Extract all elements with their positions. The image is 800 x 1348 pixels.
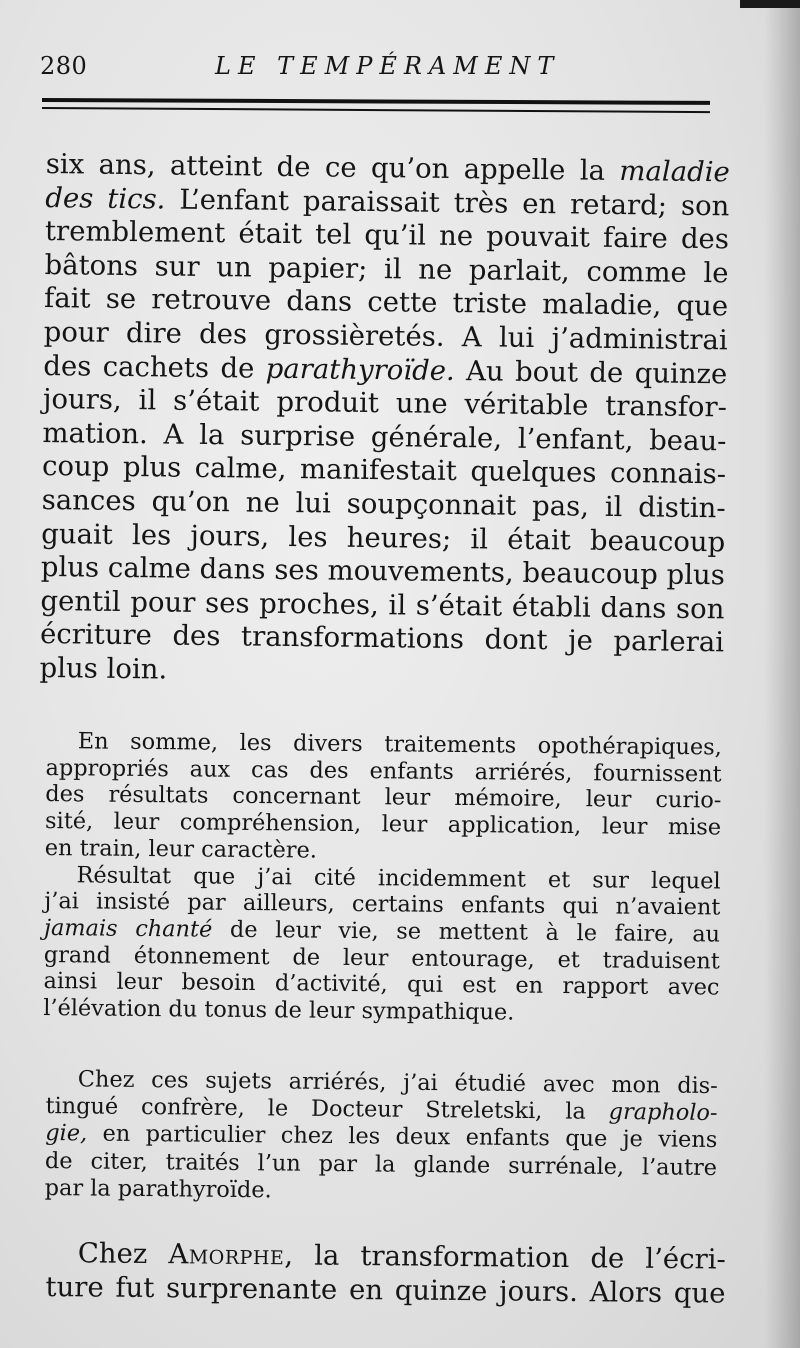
text-line: plus calme dans ses mouvements, beaucoup plus	[40, 551, 726, 592]
text-line: l’élévation du tonus de leur sympathique.	[43, 995, 515, 1026]
italic-term: grapholo-	[608, 1099, 718, 1127]
italic-term: jamais chanté	[43, 914, 213, 943]
text-line: mation. A la surprise générale, l’enfant, beau-	[42, 416, 727, 458]
page-number: 280	[40, 52, 88, 80]
page-gutter-shadow	[764, 0, 800, 1348]
text-line: plus loin.	[39, 651, 168, 686]
text-line: sances qu’on ne lui soupçonnait pas, il distin-	[41, 483, 726, 525]
paragraph-2	[43, 728, 722, 1028]
italic-term: gie,	[45, 1120, 88, 1147]
text-run: tingué confrère, le Docteur Streletski, la	[45, 1093, 609, 1126]
paragraph-3	[45, 1066, 718, 1209]
paragraph-1	[39, 148, 730, 694]
text-run: Chez	[77, 1237, 169, 1271]
running-title: LE TEMPÉRAMENT	[215, 52, 561, 80]
text-line: j’ai insisté par ailleurs, certains enfants qui n’avaient	[44, 888, 721, 921]
page-corner-mark	[740, 0, 800, 8]
header-rule-thin	[42, 107, 710, 113]
text-line: gentil pour ses proches, il s’était établi dans son	[40, 584, 725, 626]
text-line: Résultat que j’ai cité incidemment et sur lequel	[76, 861, 721, 894]
text-line: guait les jours, les heures; il était beaucoup	[41, 517, 726, 558]
small-caps-name: Amorphe	[168, 1238, 285, 1272]
text-line: Chez ces sujets arriérés, j’ai étudié avec mon dis-	[77, 1066, 718, 1100]
header-rule-thick	[42, 98, 710, 105]
text-run: , la transformation de l’écri-	[284, 1239, 726, 1276]
running-head	[40, 52, 720, 88]
text-line: appropriés aux cas des enfants arriérés, fournissent	[45, 754, 722, 788]
text-line: fait se retrouve dans cette triste maladie, que	[43, 282, 729, 323]
text-run: en particulier chez les deux enfants que je viens	[87, 1120, 718, 1154]
text-line: tremblement était tel qu’il ne pouvait faire des	[44, 215, 730, 256]
text-run: des cachets de	[43, 349, 266, 385]
text-line: pour dire des grossièretés. A lui j’administrai	[43, 315, 728, 357]
italic-term: des tics.	[45, 181, 166, 216]
text-line: ture fut surprenante en quinze jours. Alors que	[45, 1270, 726, 1310]
text-run: Au bout de quinze	[454, 354, 728, 390]
text-line: coup plus calme, manifestait quelques connais-	[41, 450, 727, 491]
text-run: six ans, atteint de ce qu’on appelle la	[45, 148, 620, 188]
text-line: En somme, les divers traitements opothérapiques,	[77, 728, 722, 761]
text-line: de citer, traités l’un par la glande surrénale, l’autre	[44, 1147, 718, 1181]
italic-term: parathyroïde.	[265, 352, 455, 387]
text-line: grand étonnement de leur entourage, et traduisent	[43, 941, 720, 975]
paragraph-4	[45, 1236, 726, 1311]
text-line: par la parathyroïde.	[44, 1174, 272, 1204]
text-line: en train, leur caractère.	[44, 834, 318, 864]
text-line: jours, il s’était produit une véritable transfor-	[42, 383, 728, 424]
text-line: écriture des transformations dont je parlerai	[39, 618, 725, 659]
text-run: L’enfant paraissait très en retard; son	[165, 183, 730, 222]
text-line: sité, leur compréhension, leur application, leur mise	[44, 808, 722, 841]
text-run: de leur vie, se mettent à le faire, au	[212, 916, 721, 948]
text-line: bâtons sur un papier; il ne parlait, comme le	[44, 248, 729, 290]
text-line: des résultats concernant leur mémoire, leur curio-	[45, 781, 722, 814]
italic-term: maladie	[619, 155, 730, 189]
text-line: ainsi leur besoin d’activité, qui est en rapport avec	[43, 968, 720, 1001]
